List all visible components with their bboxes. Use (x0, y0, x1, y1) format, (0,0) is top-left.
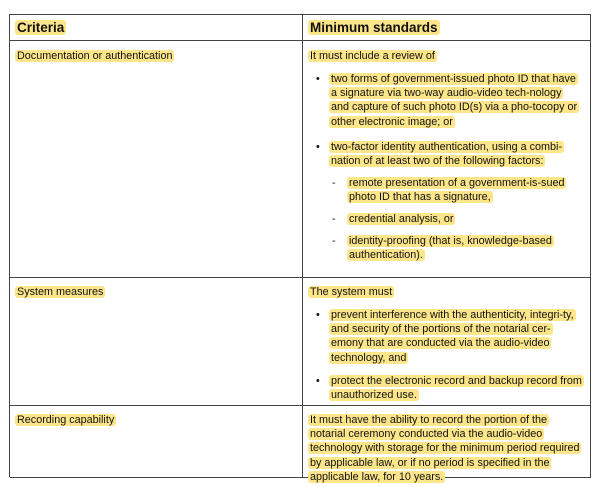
documentation-sub-3: identity-proofing (that is, knowledge-based authentication). (349, 235, 552, 262)
documentation-label: Documentation or authentication (17, 50, 173, 62)
documentation-intro: It must include a review of (310, 50, 435, 62)
row-documentation-label-cell (10, 41, 303, 278)
recording-label: Recording capability (17, 414, 115, 426)
documentation-sub-1: remote presentation of a government-is-sued photo ID that has a signature, (349, 177, 565, 204)
documentation-bullet-1: two forms of government-issued photo ID that have a signature via two-way audio-video tech-nology and capture of such photo ID(s) via a pho-tocopy or other electronic image; or (331, 73, 578, 128)
recording-text: It must have the ability to record the portion of the notarial ceremony conducted via the audio-video technology with storage for the minimum period required by applicable law, or if no period is specified in the applicable law, for 10 years. (310, 414, 580, 483)
documentation-bullet-2: two-factor identity authentication, using a combi-nation of at least two of the following factors: (331, 141, 563, 168)
system-intro: The system must (310, 286, 393, 298)
row-recording-label-cell (10, 406, 303, 478)
dash-marker: - (332, 213, 336, 225)
dash-marker: - (332, 235, 336, 247)
system-label: System measures (17, 286, 104, 298)
system-bullet-1: prevent interference with the authenticity, integri-ty, and security of the portions of the notarial cer-emony that are conducted via the audio-video technology, and (331, 309, 574, 364)
dash-marker: - (332, 177, 336, 189)
header-standards-cell (303, 15, 591, 41)
system-bullet-2: protect the electronic record and backup record from unauthorized use. (331, 375, 582, 402)
row-documentation-standards-cell (303, 41, 591, 278)
row-recording-standards-cell (303, 406, 591, 483)
bullet-marker: • (316, 375, 320, 387)
header-criteria: Criteria (17, 20, 65, 35)
row-system-label-cell (10, 278, 303, 406)
criteria-table (9, 14, 591, 483)
bullet-marker: • (316, 141, 320, 153)
header-criteria-cell (10, 15, 303, 41)
bullet-marker: • (316, 73, 320, 85)
bullet-marker: • (316, 309, 320, 321)
row-system-standards-cell (303, 278, 591, 406)
documentation-sub-2: credential analysis, or (349, 213, 454, 225)
header-standards: Minimum standards (310, 20, 438, 35)
